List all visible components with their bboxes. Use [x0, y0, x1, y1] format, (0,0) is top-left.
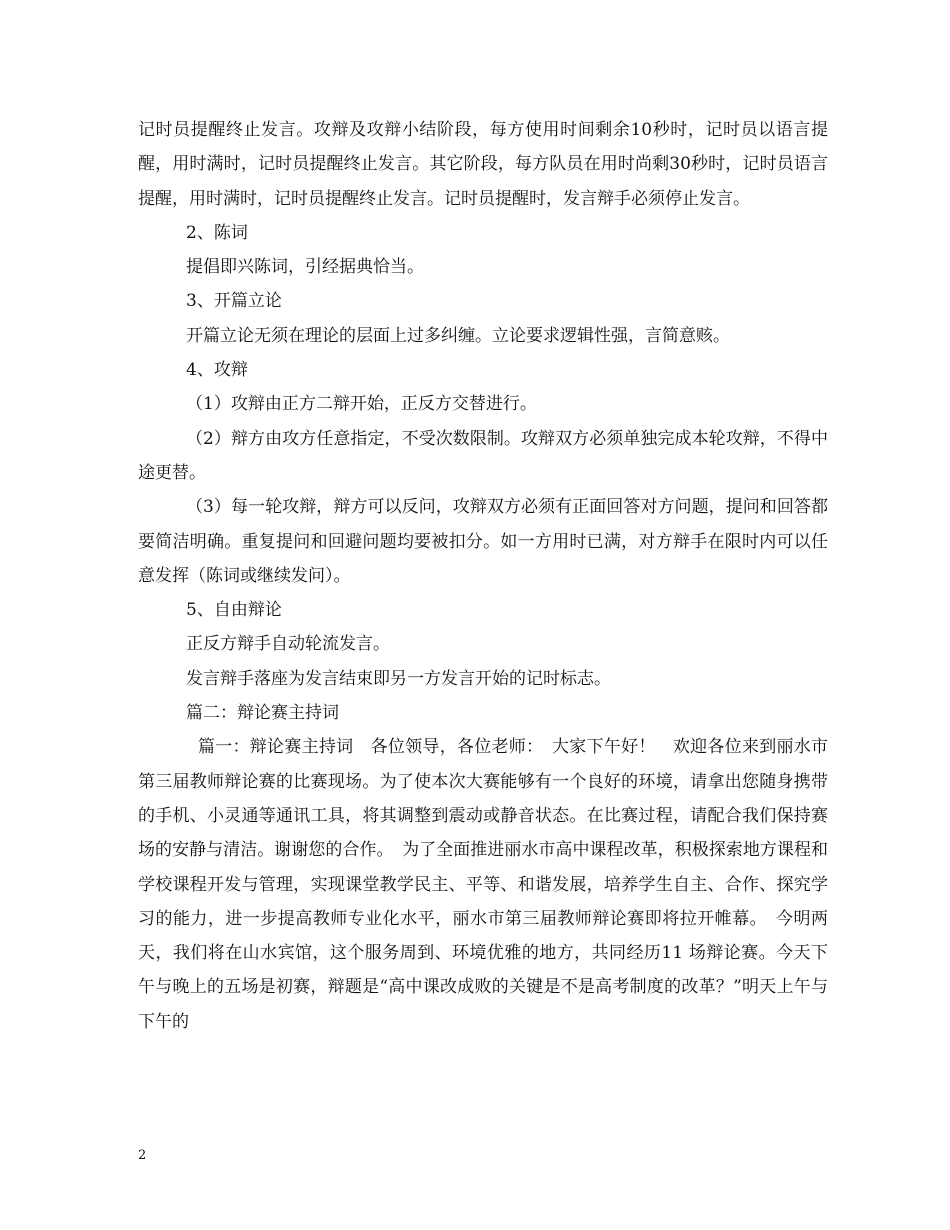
list-item-cross-exam-1: （1）攻辩由正方二辩开始，正反方交替进行。 [186, 394, 537, 415]
paragraph-free-debate-2: 发言辩手落座为发言结束即另一方发言开始的记时标志。 [186, 668, 611, 689]
heading-opening-statement: 2、陈词 [186, 222, 248, 243]
list-item-cross-exam-3: （3）每一轮攻辩，辩方可以反问，攻辩双方必须有正面回答对方问题，提问和回答都要简洁明确。重复提问和回避问题均要被扣分。如一方用时已满，对方辩手在限时内可以任意发挥（陈词或继续发问）。 [138, 497, 828, 586]
list-item-cross-exam-2: （2）辩方由攻方任意指定，不受次数限制。攻辩双方必须单独完成本轮攻辩，不得中途更替。 [138, 428, 828, 483]
page-number: 2 [138, 1148, 147, 1163]
paragraph-constructive-speech: 开篇立论无须在理论的层面上过多纠缠。立论要求逻辑性强，言简意赅。 [186, 325, 730, 346]
paragraph-free-debate-1: 正反方辩手自动轮流发言。 [186, 634, 390, 655]
heading-constructive-speech: 3、开篇立论 [186, 291, 282, 312]
paragraph-opening-statement: 提倡即兴陈词，引经据典恰当。 [186, 257, 424, 278]
document-body [138, 113, 828, 1039]
paragraph-timekeeper-rules: 记时员提醒终止发言。攻辩及攻辩小结阶段，每方使用时间剩余10秒时，记时员以语言提醒，用时满时，记时员提醒终止发言。其它阶段，每方队员在用时尚剩30秒时，记时员语言提醒，用时满时，记时员提醒终止发言。记时员提醒时，发言辩手必须停止发言。 [138, 120, 828, 209]
heading-free-debate: 5、自由辩论 [186, 600, 282, 621]
section-title-part-two: 篇二：辩论赛主持词 [186, 703, 339, 724]
heading-cross-examination: 4、攻辩 [186, 360, 248, 381]
paragraph-host-speech: 篇一：辩论赛主持词 各位领导，各位老师： 大家下午好！ 欢迎各位来到丽水市第三届教师辩论赛的比赛现场。为了使本次大赛能够有一个良好的环境，请拿出您随身携带的手机、小灵通等通讯工具，将其调整到震动或静音状态。在比赛过程，请配合我们保持赛场的安静与清洁。谢谢您的合作。 为了全面推进丽水市高中课程改革，积极探索地方课程和学校课程开发与管理，实现课堂教学民主、平等、和谐发展，培养学生自主、合作、探究学习的能力，进一步提高教师专业化水平，丽水市第三届教师辩论赛即将拉开帷幕。 今明两天，我们将在山水宾馆，这个服务周到、环境优雅的地方，共同经历11 场辩论赛。今天下午与晚上的五场是初赛，辩题是“高中课改成败的关键是不是高考制度的改革？”明天上午与下午的 [138, 737, 828, 1032]
